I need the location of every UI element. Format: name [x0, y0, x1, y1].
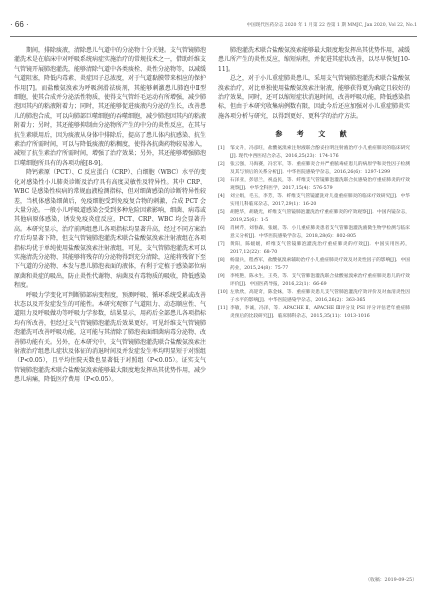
reference-text: 刘立娟，毛玉，李芳，等．纤维支气管镜灌洗对儿童重症肺炎的临床疗效研究[J]．中华实用儿科临床杂志，2017,29(1)：16-20 [230, 194, 410, 207]
references-heading: 参 考 文 献 [275, 129, 353, 139]
reference-text: 李纯艳，陈永生，王英，等．支气管肺泡灌洗联合盐酸氨溴索治疗重症肺炎患儿的疗效评价[J]．中国医药导报，2016,22(1)：66-69 [230, 274, 410, 287]
page-number: · 66 · [10, 20, 29, 29]
body-paragraph: 呼吸力学变化可判断肺部病变程度，预测呼吸、循环系统受累或改善状态以及开发症发生的可能性。本研究观察了气道阻力、动态顺应性、气道阻力及呼吸做功等呼吸力学参数，结果显示，用药后全部患儿各项指标均有所改善，但经过支气管镜肺泡灌洗后效果更好。可见纤维支气管镜肺泡灌洗可改善呼吸功能，这可能与其清除了肺泡表面细菌病毒分泌物、改善肺功能有关。另外，在本研究中，支气管镜肺泡灌洗联合盐酸氨溴索注射液治疗组患儿症状及体征的消退时间及并发症发生率均明显短于对照组（P<0.05），且平均住院天数也显著低于对照组（P<0.05）。证实支气管镜肺泡灌洗术联合盐酸氨溴索能够最大限度地发挥出其优势作用，减少患儿病痛，降低医疗费用（P<0.05）。 [14, 291, 207, 384]
reference-text: 石泽亚，彭思兰，祝益民，等．纤维支气管镜肺泡灌洗联合抗感染治疗重症肺炎的疗效观察[J]．中华全科医学，2017,15(4)：576-579 [230, 178, 410, 191]
reference-text: 肖树芹，刘春森，张媛，等．小儿重症肺炎患者支气管肺泡灌洗液微生物学检测与临床意义分析[J]．中华医院感染学杂志，2018,28(6)：802-805 [230, 226, 410, 239]
right-column [218, 46, 410, 321]
reference-number: [7] [218, 242, 225, 248]
body-paragraph: 肺泡灌洗术联合盐酸氨溴索能够最大限度地发挥出其优势作用，减缓患儿所产生的炎性反应，缩短病程，并促进其症状改善，以尽早恢复[10-11]。 [218, 47, 411, 73]
reference-list [218, 145, 410, 320]
reference-item [218, 257, 410, 272]
reference-item [218, 289, 410, 304]
reference-text: 李敏，李诚，冯泽，等．APACHE Ⅱ、APACHE Ⅲ评分及 PSI 评分评估老年重症肺炎预后的比较研究[J]．临床肺科杂志，2015,35(11)：1013-1016 [230, 306, 410, 319]
reference-text: 杨量兵，程香军，盐酸氨溴索辅助治疗小儿重症肺炎疗效及对炎性因子的影响[J]．中国药业，2015,24(8)：75-77 [230, 258, 410, 271]
reference-number: [10] [218, 290, 228, 296]
reference-text: 左欣欣，高迎奇，陈金妹，等．重症肺炎患儿支气管肺泡灌洗疗效评价及对血清炎性因子水平的影响[J]．中华医院感染学杂志，2016,26(2)：363-365 [230, 290, 410, 303]
reference-item [218, 193, 410, 208]
journal-running-title: 中国现代医药杂志 2020 年 1 月第 22 卷第 1 期 MMJC, Jan 2020, Vol 22, No.1 [246, 23, 417, 28]
reference-item [218, 273, 410, 288]
reference-number: [1] [218, 146, 225, 152]
reference-text: 胡艳华，胡晓光，纤维支气管镜肺泡灌洗治疗重症肺炎的疗效观察[J]．中国内镜杂志，2019,25(6)：1-5 [230, 210, 410, 223]
reference-text: 黄阳，陈媛媛，纤维支气管镜肺泡灌洗治疗重症肺炎的疗效[J]．中国实用医药，2017,12(22)：68-70 [230, 242, 410, 255]
reference-number: [2] [218, 162, 225, 168]
reference-number: [11] [218, 306, 228, 312]
received-date: （收稿：2019-09-25） [365, 578, 417, 583]
reference-number: [8] [218, 258, 225, 264]
reference-text: 邹文升，冯彦旺，盐酸氨溴索注射液联合酚妥拉明注射液治疗小儿重症肺炎的临床研究[J]. 现代中西医结合杂志，2016,25(23)：174-176 [230, 146, 410, 159]
page-header [10, 20, 417, 37]
conclusion-paragraph: 总之，对于小儿重症肺炎患儿，采用支气管镜肺泡灌洗术联合盐酸氨溴索治疗，对比单独使用盐酸氨溴索注射液，能够获得更为确定且较好的治疗效果，同时，还可以缩短症状消退时间，改善呼吸功能，降低感染指标，但由于本研究收集病例数有限，因此今后还应加强对小儿重症肺炎实施各项分析与研究，以得到更好、更科学的治疗方法。 [218, 75, 411, 120]
left-column [14, 46, 206, 385]
reference-item [218, 161, 410, 176]
reference-item [218, 177, 410, 192]
reference-text: 张云强，马海赛，冯宏军，等．重症肺炎合并严重脓毒症患儿的病原学和炎性因子检测及其与预后的关系分析[J]．中华医院感染学杂志，2016,26(6)：1297-1299 [230, 162, 410, 175]
body-paragraph: 降钙素原（PCT）、C 反应蛋白（CRP）、白细胞（WBC）水平的变化对感染性小儿肺炎诊断及治疗具有高度灵敏性及特异性。其中 CRP、WBC 是感染性疾病的常规血液检测指标，但对细菌感染的诊断特异性较差，当机体感染细菌后，免疫细胞受到免疫复合物的刺激，合成 PCT 会大量分泌。一般小儿呼吸道感染会受到多种危险因素影响，细菌、病毒或其他病原体感染，诱发免疫炎症反应，PCT、CRP、WBC 均会显著升高。本研究显示，治疗前两组患儿各项指标均显著升高，经过不同方案治疗后均显著下降，但支气管镜肺泡灌洗术联合盐酸氨溴索注射液组在各项指标均优于单纯使用盐酸氨溴索注射液组，可见，支气管肺泡灌洗术可以实施清洗分泌物、其能够将残存的分泌物得到充分清除，这能将残留下至下气道的分泌物、本发与患儿肺泡表面的液体，有利于定植于感染部位病原菌和炎症的吸出，防止炎性代谢物、病菌及有毒物质的吸收，降低感染程度。 [14, 169, 207, 290]
reference-item [218, 145, 410, 160]
reference-item [218, 209, 410, 224]
reference-number: [4] [218, 194, 225, 200]
reference-item [218, 305, 410, 320]
reference-number: [3] [218, 178, 225, 184]
reference-number: [6] [218, 226, 225, 232]
reference-item [218, 225, 410, 240]
reference-number: [5] [218, 210, 225, 216]
reference-item [218, 241, 410, 256]
body-paragraph: 期间，排除痰液，清除患儿气道中的分泌物十分关键。支气管镜肺泡灌洗术是在临床中对呼吸系统病症实施治疗的常规技术之一，借助纤维支气管镜开展肺泡灌洗，能够清除气道中各类痰栓、炎性分泌物等，以减缓气道阻塞，降低内毒素、炎症因子总浓度，对于气道黏膜带来相应的保护作用[7]。而盐酸氨溴索为呼吸润滑祛痰剂，其能够刺激患儿肺泡中Ⅱ型细胞，使其合成并分泌活性物质，使得支气管纤毛运动有所增强，减少肺泡因其内的粘液附着力；同时，其还能够促进痰液内分泌的生长，改善患儿的肺泡合成，可以向肺部巨噬细胞的吞噬细胞，减少肺泡因其内的粘液附着力；另时，其还能够抑制由分泌物所产生的中分的炎性反应，在其与抗生素联用后，因为痰液从身体中排除后，提高了患儿体内抗感染、抗生素治疗所需时间，可以与降低痰液的粘稠度，使得各抗菌药物较易渗入，减短了抗生素治疗所需时间，增强了治疗效果；另外，其还能够增强肺泡巨噬细胞所具有的各项功能[8-9]。 [14, 47, 207, 167]
reference-number: [9] [218, 274, 225, 280]
